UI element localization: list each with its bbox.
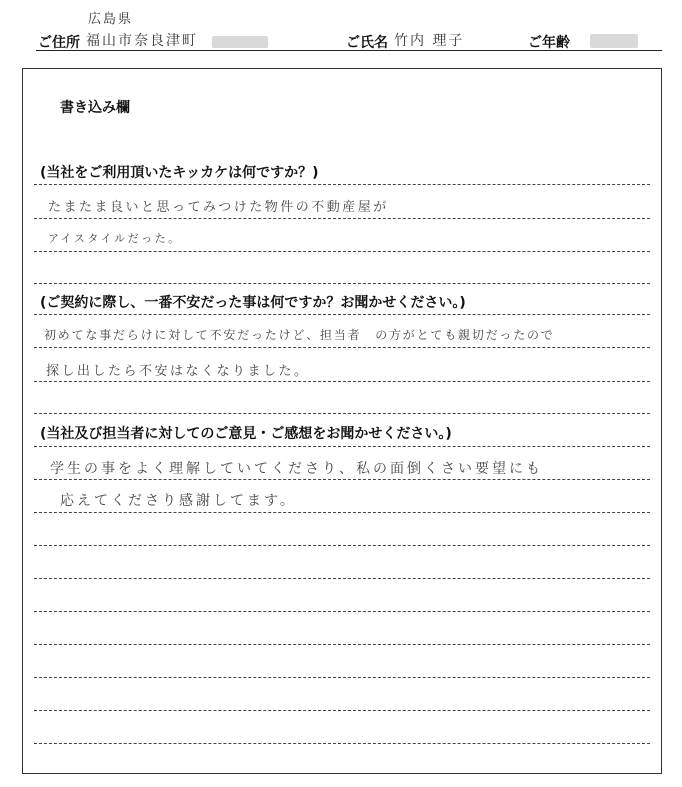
answer-3-line-1: 学生の事をよく理解していてくださり、私の面倒くさい要望にも	[50, 461, 543, 477]
question-2: (ご契約に際し、一番不安だった事は何ですか？お聞かせください。)	[40, 295, 466, 311]
address-label: ご住所	[38, 35, 80, 51]
section-title: 書き込み欄	[60, 100, 130, 116]
rule-line	[34, 314, 650, 315]
address-handwritten: 福山市奈良津町	[86, 33, 198, 49]
rule-line	[34, 578, 650, 579]
answer-2-line-2: 探し出したら不安はなくなりました。	[46, 364, 310, 379]
rule-line	[34, 479, 650, 480]
name-label: ご氏名	[346, 35, 388, 51]
question-1: (当社をご利用頂いたキッカケは何ですか？)	[40, 165, 319, 181]
rule-line	[34, 347, 650, 348]
question-3: (当社及び担当者に対してのご意見・ご感想をお聞かせください。)	[40, 426, 452, 442]
prefecture-handwritten: 広島県	[88, 12, 134, 27]
answer-1-line-2: アイスタイルだった。	[48, 232, 182, 245]
rule-line	[34, 413, 650, 414]
rule-line	[34, 677, 650, 678]
rule-line	[34, 251, 650, 252]
rule-line	[34, 611, 650, 612]
address-redacted	[212, 36, 268, 48]
age-label: ご年齢	[528, 35, 570, 51]
rule-line	[34, 710, 650, 711]
rule-line	[34, 218, 650, 219]
header-underline	[36, 50, 662, 51]
rule-line	[34, 184, 650, 185]
rule-line	[34, 545, 650, 546]
age-redacted	[590, 34, 638, 48]
rule-line	[34, 381, 650, 382]
rule-line	[34, 283, 650, 284]
rule-line	[34, 644, 650, 645]
rule-line	[34, 512, 650, 513]
answer-2-line-1: 初めてな事だらけに対して不安だったけど、担当者 の方がとても親切だったので	[44, 328, 555, 342]
answer-3-line-2: 応えてくださり感謝してます。	[60, 493, 297, 509]
rule-line	[34, 743, 650, 744]
answer-1-line-1: たまたま良いと思ってみつけた物件の不動産屋が	[48, 200, 389, 215]
rule-line	[34, 446, 650, 447]
name-handwritten: 竹内 理子	[394, 33, 465, 49]
